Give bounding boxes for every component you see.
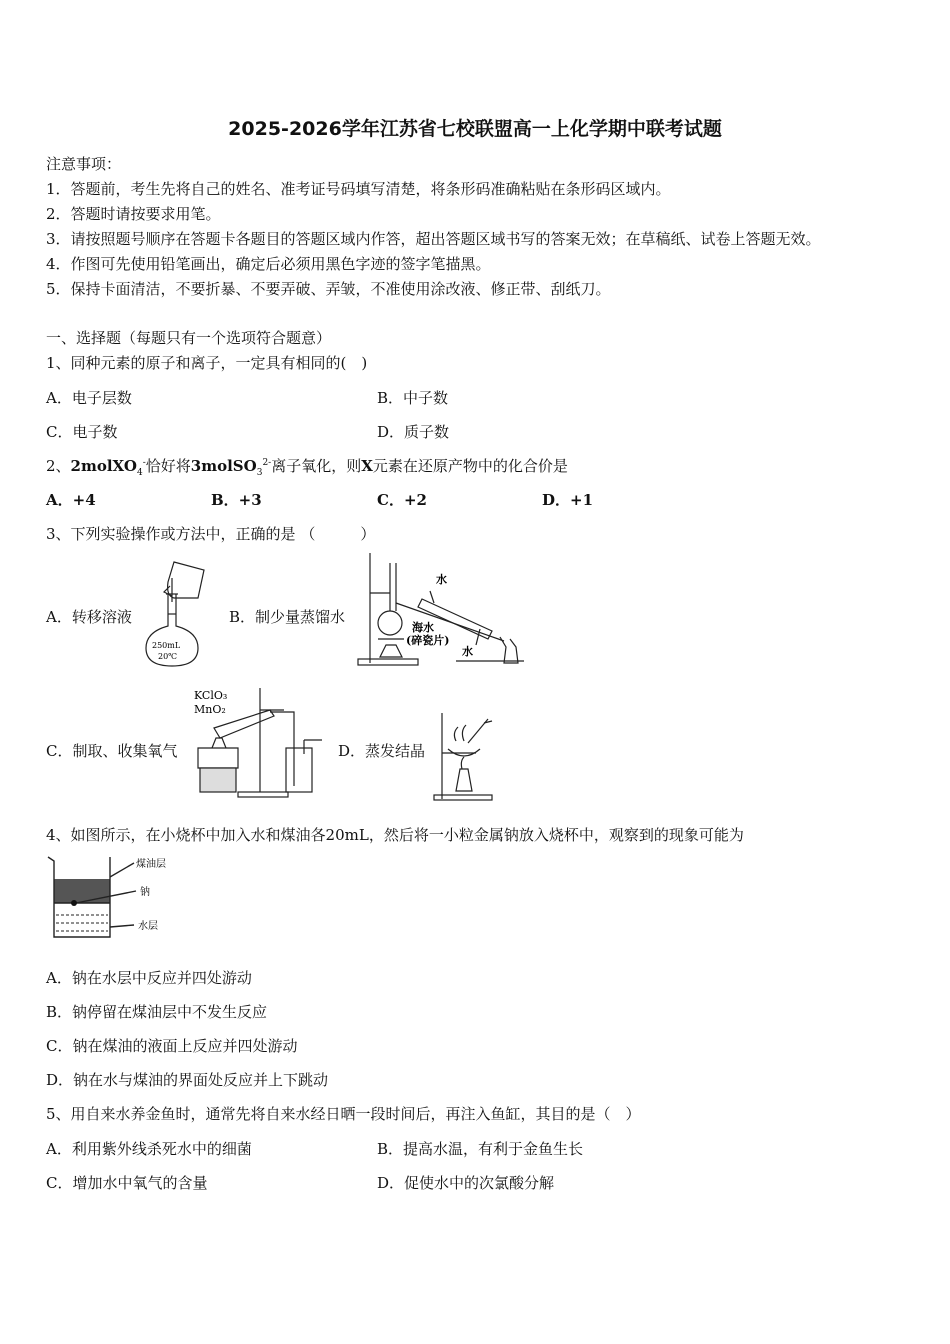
q4-option-c: C．钠在煤油的液面上反应并四处游动 bbox=[46, 1037, 298, 1055]
q5-option-d: D．促使水中的次氯酸分解 bbox=[377, 1174, 555, 1192]
q1-option-c: C．电子数 bbox=[46, 423, 118, 441]
q3-option-a: A．转移溶液 bbox=[46, 608, 132, 626]
q5-stem: 5、用自来水养金鱼时，通常先将自来水经日晒一段时间后，再注入鱼缸，其目的是（ ） bbox=[46, 1105, 641, 1123]
q2-text-1: 恰好将 bbox=[145, 457, 191, 475]
q5-option-a: A．利用紫外线杀死水中的细菌 bbox=[46, 1140, 252, 1158]
q2-option-b: B．+3 bbox=[211, 491, 262, 509]
q3-option-c: C．制取、收集氧气 bbox=[46, 742, 178, 760]
q2-formula-2: 3molSO bbox=[190, 457, 257, 475]
q2-formula-1: 2molXO bbox=[70, 457, 137, 475]
distill-label-chips: (碎瓷片) bbox=[406, 634, 450, 647]
distill-label-water-in: 水 bbox=[436, 573, 447, 586]
flask-label-temp: 20℃ bbox=[158, 652, 178, 661]
q1-option-a: A．电子层数 bbox=[46, 389, 132, 407]
notice-item-2: 2．答题时请按要求用笔。 bbox=[46, 205, 221, 223]
q5-option-c: C．增加水中氧气的含量 bbox=[46, 1174, 208, 1192]
distill-label-water-out: 水 bbox=[462, 645, 473, 658]
q2-sub-1: 4 bbox=[137, 468, 143, 478]
q2-sup-1: - bbox=[142, 458, 146, 468]
q2-option-a: A．+4 bbox=[46, 491, 96, 509]
beaker-figure bbox=[46, 855, 176, 941]
notice-item-5: 5．保持卡面清洁，不要折暴、不要弄破、弄皱，不准使用涂改液、修正带、刮纸刀。 bbox=[46, 280, 611, 298]
evaporation-figure bbox=[432, 713, 496, 801]
flask-label-volume: 250mL bbox=[152, 641, 181, 650]
q1-stem: 1、同种元素的原子和离子，一定具有相同的( ) bbox=[46, 354, 368, 372]
q2-element: X bbox=[361, 457, 373, 475]
q4-stem: 4、如图所示，在小烧杯中加入水和煤油各20mL，然后将一小粒金属钠放入烧杯中，观察到的现象可能为 bbox=[46, 826, 744, 844]
q2-text-2: 离子氧化，则 bbox=[271, 457, 362, 475]
oil-layer bbox=[54, 879, 110, 903]
notice-heading: 注意事项： bbox=[46, 155, 122, 173]
notice-item-1: 1．答题前，考生先将自己的姓名、准考证号码填写清楚，将条形码准确粘贴在条形码区域内。 bbox=[46, 180, 671, 198]
q2-num: 2、 bbox=[46, 457, 71, 475]
q2-option-d: D．+1 bbox=[542, 491, 594, 509]
beaker-label-water: 水层 bbox=[138, 921, 158, 932]
q4-option-a: A．钠在水层中反应并四处游动 bbox=[46, 969, 252, 987]
section-heading: 一、选择题（每题只有一个选项符合题意） bbox=[46, 329, 332, 347]
notice-item-3: 3．请按照题号顺序在答题卡各题目的答题区域内作答，超出答题区域书写的答案无效；在草稿纸、试卷上答题无效。 bbox=[46, 230, 821, 248]
q4-option-d: D．钠在水与煤油的界面处反应并上下跳动 bbox=[46, 1071, 329, 1089]
q4-option-b: B．钠停留在煤油层中不发生反应 bbox=[46, 1003, 268, 1021]
q3-option-b: B．制少量蒸馏水 bbox=[229, 608, 346, 626]
beaker-label-sodium: 钠 bbox=[140, 887, 150, 898]
q1-option-d: D．质子数 bbox=[377, 423, 450, 441]
oxygen-preparation-figure bbox=[194, 688, 324, 800]
reagent-label-mno2: MnO₂ bbox=[194, 703, 226, 716]
page-title: 2025-2026学年江苏省七校联盟高一上化学期中联考试题 bbox=[228, 118, 722, 140]
notice-item-4: 4．作图可先使用铅笔画出，确定后必须用黑色字迹的签字笔描黑。 bbox=[46, 255, 491, 273]
q2-text-3: 元素在还原产物中的化合价是 bbox=[372, 457, 568, 475]
sodium-piece bbox=[71, 900, 77, 906]
q3-stem: 3、下列实验操作或方法中，正确的是 （ ） bbox=[46, 525, 376, 543]
q2-sub-2: 3 bbox=[256, 468, 263, 478]
q2-sup-2: 2- bbox=[262, 458, 272, 468]
beaker-label-oil: 煤油层 bbox=[136, 859, 166, 870]
q2-stem bbox=[46, 455, 568, 478]
q2-option-c: C．+2 bbox=[377, 491, 427, 509]
reagent-label-kclo3: KClO₃ bbox=[194, 689, 228, 702]
q5-option-b: B．提高水温，有利于金鱼生长 bbox=[377, 1140, 584, 1158]
volumetric-flask-figure bbox=[138, 558, 214, 668]
distill-label-seawater: 海水 bbox=[412, 621, 434, 634]
q1-option-b: B．中子数 bbox=[377, 389, 449, 407]
distillation-figure bbox=[356, 553, 526, 669]
q3-option-d: D．蒸发结晶 bbox=[338, 742, 426, 760]
